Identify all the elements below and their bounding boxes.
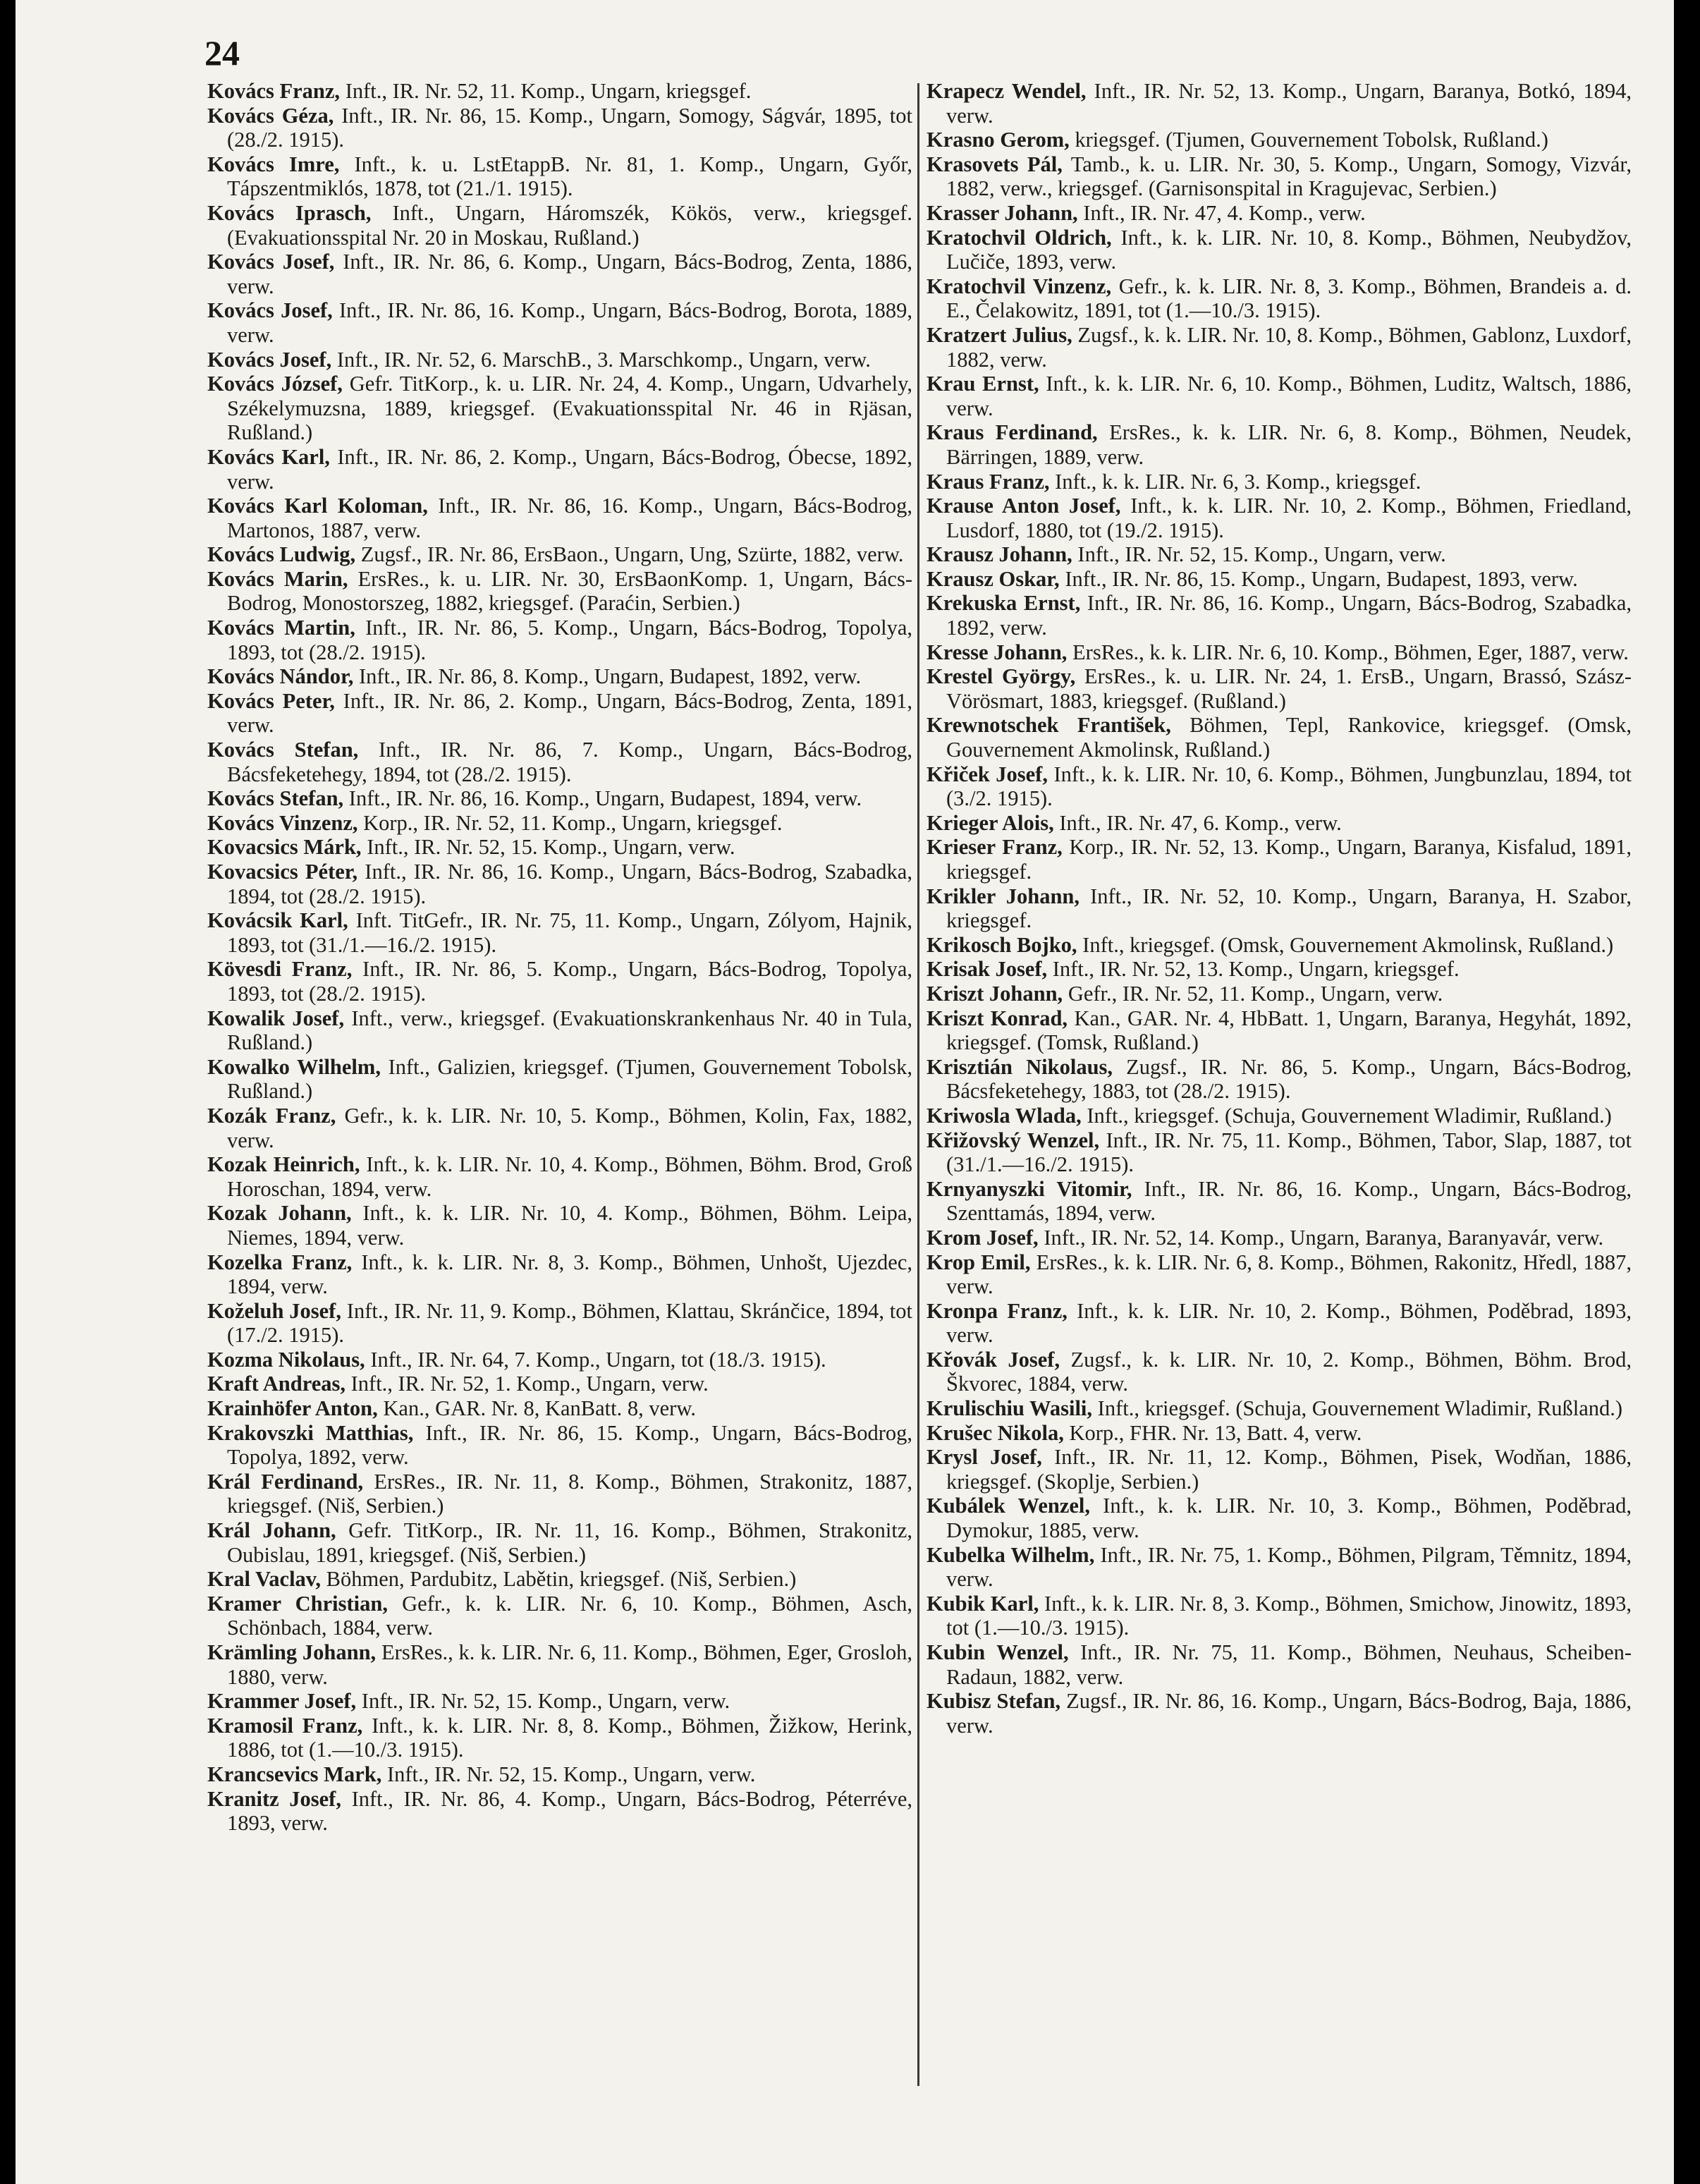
list-entry — [927, 1640, 1632, 1689]
entry-details: Inft., k. k. LIR. Nr. 8, 3. Komp., Böhmen, Smichow, Jinowitz, 1893, tot (1.—10./3. 1915). — [946, 1591, 1632, 1640]
entry-name: Král Ferdinand, — [207, 1469, 364, 1494]
list-entry — [207, 1421, 912, 1470]
entry-name: Kubik Karl, — [927, 1591, 1039, 1616]
entry-name: Kranitz Josef, — [207, 1786, 341, 1811]
list-entry — [207, 1567, 912, 1592]
entry-details: Inft., IR. Nr. 86, 4. Komp., Ungarn, Bács-Bodrog, Péterréve, 1893, verw. — [227, 1786, 912, 1836]
entry-details: ErsRes., k. u. LIR. Nr. 30, ErsBaonKomp. 1, Ungarn, Bács-Bodrog, Monostorszeg, 1882, kriegsgef. (Paraćin, Serbien.) — [227, 566, 912, 616]
entry-name: Kubálek Wenzel, — [927, 1494, 1090, 1518]
entry-details: Inft., IR. Nr. 47, 6. Komp., verw. — [1053, 810, 1342, 835]
entry-details: Inft., IR. Nr. 86, 15. Komp., Ungarn, Budapest, 1893, verw. — [1059, 566, 1578, 591]
entry-name: Kovács Josef, — [207, 298, 333, 323]
list-entry — [207, 152, 912, 201]
entry-details: Zugsf., k. k. LIR. Nr. 10, 2. Komp., Böhmen, Böhm. Brod, Škvorec, 1884, verw. — [946, 1347, 1632, 1396]
entry-name: Kovács Josef, — [207, 250, 335, 274]
list-entry — [927, 982, 1632, 1006]
entry-details: Inft., IR. Nr. 86, 5. Komp., Ungarn, Bács-Bodrog, Topolya, 1893, tot (28./2. 1915). — [227, 957, 912, 1006]
entry-details: Inft., IR. Nr. 52, 6. MarschB., 3. Marschkomp., Ungarn, verw. — [331, 347, 871, 372]
list-entry — [927, 1543, 1632, 1592]
entry-name: Kowalik Josef, — [207, 1006, 345, 1030]
list-entry — [207, 1104, 912, 1152]
entry-details: Böhmen, Pardubitz, Labětin, kriegsgef. (Niš, Serbien.) — [321, 1567, 797, 1592]
entry-details: Inft., k. k. LIR. Nr. 10, 4. Komp., Böhmen, Böhm. Leipa, Niemes, 1894, verw. — [227, 1201, 912, 1250]
entry-details: Inft., Galizien, kriegsgef. (Tjumen, Gouvernement Tobolsk, Rußland.) — [227, 1054, 912, 1104]
list-entry — [927, 470, 1632, 494]
list-entry — [927, 762, 1632, 811]
list-entry — [207, 201, 912, 250]
entry-details: Inft., IR. Nr. 86, 2. Komp., Ungarn, Bács-Bodrog, Zenta, 1891, verw. — [227, 688, 912, 738]
entry-name: Kovácsik Karl, — [207, 908, 348, 933]
entry-name: Krancsevics Mark, — [207, 1762, 382, 1786]
entry-details: Inft., IR. Nr. 86, 16. Komp., Ungarn, Bács-Bodrog, Szenttamás, 1894, verw. — [946, 1176, 1632, 1226]
list-entry — [207, 1348, 912, 1372]
list-entry — [207, 494, 912, 542]
entry-details: Zugsf., k. k. LIR. Nr. 10, 8. Komp., Böhmen, Gablonz, Luxdorf, 1882, verw. — [946, 322, 1632, 372]
entry-details: Inft., IR. Nr. 86, 16. Komp., Ungarn, Bács-Bodrog, Szabadka, 1892, verw. — [946, 591, 1632, 640]
entry-details: Inft., IR. Nr. 52, 15. Komp., Ungarn, verw. — [1072, 542, 1446, 567]
entry-name: Kratochvil Vinzenz, — [927, 274, 1112, 298]
entry-name: Kovács Vinzenz, — [207, 810, 358, 835]
entry-details: Böhmen, Tepl, Rankovice, kriegsgef. (Omsk, Gouvernement Akmolinsk, Rußland.) — [946, 713, 1632, 762]
list-entry — [927, 811, 1632, 836]
list-entry — [207, 738, 912, 786]
entry-details: Inft., IR. Nr. 86, 8. Komp., Ungarn, Budapest, 1892, verw. — [353, 664, 862, 689]
entry-details: Inft., k. k. LIR. Nr. 10, 8. Komp., Böhmen, Neubydžov, Lučiče, 1893, verw. — [946, 225, 1632, 274]
list-entry — [207, 786, 912, 811]
entry-details: Inft., IR. Nr. 86, 16. Komp., Ungarn, Bács-Bodrog, Martonos, 1887, verw. — [227, 494, 912, 542]
entry-name: Kral Vaclav, — [207, 1567, 321, 1592]
entry-details: Gefr. TitKorp., IR. Nr. 11, 16. Komp., Böhmen, Strakonitz, Oubislau, 1891, kriegsgef. (Niš, Serbien.) — [227, 1518, 912, 1567]
list-entry — [207, 1396, 912, 1421]
list-entry — [927, 664, 1632, 713]
entry-name: Krausz Johann, — [927, 542, 1072, 567]
entry-details: Zugsf., IR. Nr. 86, 5. Komp., Ungarn, Bács-Bodrog, Bácsfeketehegy, 1883, tot (28./2. 1915). — [946, 1054, 1632, 1104]
page — [16, 0, 1674, 2184]
entry-name: Kozak Heinrich, — [207, 1152, 360, 1177]
entry-details: Inft., IR. Nr. 52, 13. Komp., Ungarn, Baranya, Botkó, 1894, verw. — [946, 79, 1632, 128]
entry-details: Inft., IR. Nr. 52, 13. Komp., Ungarn, kriegsgef. — [1047, 957, 1460, 982]
entry-name: Krikosch Bojko, — [927, 932, 1077, 957]
entry-name: Kozma Nikolaus, — [207, 1347, 365, 1372]
entry-name: Krop Emil, — [927, 1250, 1031, 1274]
list-entry — [207, 664, 912, 689]
entry-name: Kovács Karl Koloman, — [207, 494, 428, 518]
list-entry — [927, 1494, 1632, 1542]
list-entry — [207, 1762, 912, 1787]
list-entry — [927, 713, 1632, 762]
entry-name: Krammer Josef, — [207, 1689, 357, 1714]
entry-details: ErsRes., k. k. LIR. Nr. 6, 8. Komp., Böhmen, Neudek, Bärringen, 1889, verw. — [946, 420, 1632, 469]
list-entry — [927, 1689, 1632, 1738]
list-entry — [927, 1348, 1632, 1396]
entry-details: Inft., IR. Nr. 86, 16. Komp., Ungarn, Budapest, 1894, verw. — [343, 786, 862, 811]
entry-name: Kovács Ludwig, — [207, 542, 356, 567]
entry-details: Inft., IR. Nr. 52, 1. Komp., Ungarn, verw. — [345, 1372, 709, 1396]
entry-name: Kovács Martin, — [207, 616, 355, 640]
list-entry — [927, 640, 1632, 665]
list-entry — [927, 274, 1632, 323]
entry-name: Kozelka Franz, — [207, 1250, 353, 1274]
entry-details: Kan., GAR. Nr. 8, KanBatt. 8, verw. — [377, 1396, 696, 1421]
list-entry — [207, 1787, 912, 1836]
entry-name: Krasovets Pál, — [927, 152, 1063, 176]
list-entry — [207, 1299, 912, 1348]
entry-name: Krom Josef, — [927, 1225, 1039, 1250]
entry-name: Kriszt Johann, — [927, 981, 1063, 1006]
list-entry — [207, 1470, 912, 1518]
list-entry — [207, 445, 912, 494]
entry-name: Krisztián Nikolaus, — [927, 1054, 1113, 1079]
entry-name: Kovács Nándor, — [207, 664, 354, 689]
entry-name: Kovács Karl, — [207, 444, 330, 469]
list-entry — [207, 1152, 912, 1201]
entry-details: Inft., k. k. LIR. Nr. 8, 8. Komp., Böhmen, Žižkow, Herink, 1886, tot (1.—10./3. 1915). — [227, 1713, 912, 1762]
entry-details: Gefr., k. k. LIR. Nr. 6, 10. Komp., Böhmen, Asch, Schönbach, 1884, verw. — [227, 1591, 912, 1640]
entry-name: Kramosil Franz, — [207, 1713, 363, 1738]
entry-details: Inft., IR. Nr. 11, 9. Komp., Böhmen, Klattau, Skránčice, 1894, tot (17./2. 1915). — [227, 1298, 912, 1348]
list-entry — [207, 616, 912, 664]
entry-name: Kriszt Konrad, — [927, 1006, 1068, 1030]
list-entry — [207, 957, 912, 1006]
entry-name: Kovács Iprasch, — [207, 200, 372, 225]
entry-details: ErsRes., IR. Nr. 11, 8. Komp., Böhmen, Strakonitz, 1887, kriegsgef. (Niš, Serbien.) — [227, 1469, 912, 1518]
list-entry — [927, 1299, 1632, 1348]
entry-name: Krewnotschek František, — [927, 713, 1171, 738]
entry-details: Inft., IR. Nr. 86, 5. Komp., Ungarn, Bács-Bodrog, Topolya, 1893, tot (28./2. 1915). — [227, 616, 912, 664]
entry-name: Kubin Wenzel, — [927, 1640, 1069, 1664]
entry-name: Kovács Josef, — [207, 347, 332, 372]
entry-name: Kovács Franz, — [207, 79, 341, 103]
entry-name: Kövesdi Franz, — [207, 957, 353, 982]
entry-details: Gefr. TitKorp., k. u. LIR. Nr. 24, 4. Komp., Ungarn, Udvarhely, Székelymuzsna, 1889, kriegsgef. (Evakuationsspital Nr. 46 in Rjäsan, Rußland.) — [227, 372, 912, 445]
entry-details: ErsRes., k. k. LIR. Nr. 6, 10. Komp., Böhmen, Eger, 1887, verw. — [1067, 640, 1629, 664]
entry-details: Inft., IR. Nr. 75, 1. Komp., Böhmen, Pilgram, Těmnitz, 1894, verw. — [946, 1542, 1632, 1592]
list-entry — [927, 79, 1632, 128]
right-column — [927, 79, 1632, 2180]
entry-details: Inft., k. k. LIR. Nr. 10, 2. Komp., Böhmen, Friedland, Lusdorf, 1880, tot (19./2. 1915). — [946, 494, 1632, 542]
list-entry — [927, 957, 1632, 982]
list-entry — [207, 1518, 912, 1567]
list-entry — [207, 1250, 912, 1299]
list-entry — [927, 420, 1632, 469]
list-entry — [927, 201, 1632, 226]
entry-details: Inft., Ungarn, Háromszék, Kökös, verw., kriegsgef. (Evakuationsspital Nr. 20 in Moskau, Rußland.) — [227, 200, 912, 250]
list-entry — [207, 1372, 912, 1396]
entry-details: Korp., FHR. Nr. 13, Batt. 4, verw. — [1063, 1420, 1362, 1445]
entry-details: Inft., IR. Nr. 86, 6. Komp., Ungarn, Bács-Bodrog, Zenta, 1886, verw. — [227, 250, 912, 298]
entry-details: Inft., IR. Nr. 52, 15. Komp., Ungarn, verw. — [361, 835, 735, 860]
list-entry — [207, 689, 912, 738]
list-entry — [927, 1396, 1632, 1421]
entry-name: Kraus Franz, — [927, 469, 1050, 494]
entry-name: Kramer Christian, — [207, 1591, 388, 1616]
entry-name: Kriwosla Wlada, — [927, 1103, 1082, 1128]
entry-details: Inft. TitGefr., IR. Nr. 75, 11. Komp., Ungarn, Zólyom, Hajnik, 1893, tot (31./1.—16./2. 1915). — [227, 908, 912, 957]
entry-details: Inft., kriegsgef. (Schuja, Gouvernement Wladimir, Rußland.) — [1081, 1103, 1612, 1128]
list-entry — [927, 835, 1632, 884]
list-entry — [927, 1055, 1632, 1104]
entry-details: Inft., IR. Nr. 52, 15. Komp., Ungarn, verw. — [356, 1689, 730, 1714]
entry-details: Inft., k. k. LIR. Nr. 10, 3. Komp., Böhmen, Poděbrad, Dymokur, 1885, verw. — [946, 1494, 1632, 1543]
entry-name: Kovacsics Márk, — [207, 835, 362, 860]
entry-name: Krestel György, — [927, 664, 1076, 689]
entry-name: Kovács József, — [207, 372, 343, 396]
entry-name: Krisak Josef, — [927, 957, 1048, 982]
entry-details: Inft., IR. Nr. 64, 7. Komp., Ungarn, tot (18./3. 1915). — [365, 1347, 826, 1372]
entry-name: Krasno Gerom, — [927, 128, 1070, 152]
entry-name: Král Johann, — [207, 1518, 336, 1543]
entry-details: Inft., k. u. LstEtappB. Nr. 81, 1. Komp., Ungarn, Győr, Tápszentmiklós, 1878, tot (21./1. 1915). — [227, 152, 912, 201]
entry-name: Krausz Oskar, — [927, 566, 1060, 591]
entry-details: kriegsgef. (Tjumen, Gouvernement Tobolsk, Rußland.) — [1069, 128, 1548, 152]
list-entry — [207, 567, 912, 616]
entry-name: Krieger Alois, — [927, 810, 1054, 835]
list-entry — [207, 860, 912, 908]
entry-name: Krnyanyszki Vitomir, — [927, 1176, 1132, 1201]
entry-name: Kratzert Julius, — [927, 322, 1072, 347]
list-entry — [927, 1006, 1632, 1055]
list-entry — [207, 250, 912, 298]
entry-name: Kratochvil Oldrich, — [927, 225, 1112, 250]
entry-name: Krieser Franz, — [927, 835, 1063, 860]
entry-details: Inft., k. k. LIR. Nr. 10, 2. Komp., Böhmen, Poděbrad, 1893, verw. — [946, 1298, 1632, 1348]
entry-name: Kubelka Wilhelm, — [927, 1542, 1095, 1567]
list-entry — [207, 1592, 912, 1640]
entry-name: Kronpa Franz, — [927, 1298, 1068, 1323]
entry-name: Kresse Johann, — [927, 640, 1068, 664]
entry-name: Krämling Johann, — [207, 1640, 377, 1664]
entry-name: Kowalko Wilhelm, — [207, 1054, 381, 1079]
list-entry — [927, 1177, 1632, 1226]
entry-details: Inft., IR. Nr. 52, 11. Komp., Ungarn, kriegsgef. — [340, 79, 752, 103]
list-entry — [927, 494, 1632, 542]
entry-details: Korp., IR. Nr. 52, 11. Komp., Ungarn, kriegsgef. — [357, 810, 783, 835]
entry-details: Inft., IR. Nr. 86, 16. Komp., Ungarn, Bács-Bodrog, Borota, 1889, verw. — [227, 298, 912, 347]
entry-details: Zugsf., IR. Nr. 86, 16. Komp., Ungarn, Bács-Bodrog, Baja, 1886, verw. — [946, 1689, 1632, 1738]
entry-details: Gefr., k. k. LIR. Nr. 10, 5. Komp., Böhmen, Kolin, Fax, 1882, verw. — [227, 1103, 912, 1152]
entry-details: Inft., IR. Nr. 86, 7. Komp., Ungarn, Bács-Bodrog, Bácsfeketehegy, 1894, tot (28./2. 1915). — [227, 738, 912, 786]
entry-name: Kovács Stefan, — [207, 738, 359, 762]
list-entry — [927, 1445, 1632, 1494]
list-entry — [207, 908, 912, 957]
entry-details: Inft., IR. Nr. 11, 12. Komp., Böhmen, Pisek, Wodňan, 1886, kriegsgef. (Skoplje, Serbien.) — [946, 1445, 1632, 1494]
list-entry — [927, 542, 1632, 567]
entry-details: Tamb., k. u. LIR. Nr. 30, 5. Komp., Ungarn, Somogy, Vizvár, 1882, verw., kriegsgef. (Garnisonspital in Kragujevac, Serbien.) — [946, 152, 1632, 201]
list-entry — [207, 1640, 912, 1689]
entry-name: Krikler Johann, — [927, 884, 1080, 908]
list-entry — [927, 567, 1632, 592]
list-entry — [927, 226, 1632, 274]
list-entry — [927, 1250, 1632, 1299]
entry-name: Kovács Stefan, — [207, 786, 344, 811]
list-entry — [207, 1714, 912, 1762]
list-entry — [927, 591, 1632, 640]
entry-details: Zugsf., IR. Nr. 86, ErsBaon., Ungarn, Ung, Szürte, 1882, verw. — [355, 542, 904, 567]
list-entry — [927, 884, 1632, 933]
entry-name: Krekuska Ernst, — [927, 591, 1081, 616]
list-entry — [207, 1689, 912, 1714]
entry-details: Inft., k. k. LIR. Nr. 6, 3. Komp., kriegsgef. — [1049, 469, 1421, 494]
entry-details: Inft., IR. Nr. 86, 15. Komp., Ungarn, Somogy, Ságvár, 1895, tot (28./2. 1915). — [227, 103, 912, 152]
entry-name: Křovák Josef, — [927, 1347, 1060, 1372]
entry-details: Inft., k. k. LIR. Nr. 6, 10. Komp., Böhmen, Luditz, Waltsch, 1886, verw. — [946, 372, 1632, 420]
list-entry — [207, 835, 912, 860]
entry-name: Kubisz Stefan, — [927, 1689, 1061, 1714]
entry-name: Kovacsics Péter, — [207, 860, 358, 884]
list-entry — [927, 1128, 1632, 1177]
entry-name: Kovács Géza, — [207, 103, 334, 128]
entry-details: Inft., IR. Nr. 86, 16. Komp., Ungarn, Bács-Bodrog, Szabadka, 1894, tot (28./2. 1915). — [227, 860, 912, 908]
entry-name: Krapecz Wendel, — [927, 79, 1087, 103]
entry-name: Krušec Nikola, — [927, 1420, 1064, 1445]
entry-details: Inft., IR. Nr. 86, 2. Komp., Ungarn, Bács-Bodrog, Óbecse, 1892, verw. — [227, 444, 912, 494]
entry-details: Inft., k. k. LIR. Nr. 10, 6. Komp., Böhmen, Jungbunzlau, 1894, tot (3./2. 1915). — [946, 762, 1632, 811]
entry-details: Inft., IR. Nr. 52, 15. Komp., Ungarn, verw. — [381, 1762, 756, 1786]
entry-details: Inft., kriegsgef. (Omsk, Gouvernement Akmolinsk, Rußland.) — [1077, 932, 1614, 957]
entry-name: Krause Anton Josef, — [927, 494, 1121, 518]
entry-details: Inft., IR. Nr. 52, 14. Komp., Ungarn, Baranya, Baranyavár, verw. — [1038, 1225, 1604, 1250]
list-entry — [927, 1104, 1632, 1128]
entry-details: Inft., IR. Nr. 52, 10. Komp., Ungarn, Baranya, H. Szabor, kriegsgef. — [946, 884, 1632, 933]
entry-name: Kovács Peter, — [207, 688, 335, 713]
left-column — [207, 79, 912, 2180]
list-entry — [927, 1421, 1632, 1446]
entry-name: Krysl Josef, — [927, 1445, 1042, 1470]
entry-details: Inft., k. k. LIR. Nr. 8, 3. Komp., Böhmen, Unhošt, Ujezdec, 1894, verw. — [227, 1250, 912, 1299]
entry-name: Kraus Ferdinand, — [927, 420, 1098, 445]
entry-name: Koželuh Josef, — [207, 1298, 341, 1323]
list-entry — [927, 1592, 1632, 1640]
list-entry — [207, 811, 912, 836]
list-entry — [207, 542, 912, 567]
entry-details: Inft., IR. Nr. 75, 11. Komp., Böhmen, Tabor, Slap, 1887, tot (31./1.—16./2. 1915). — [946, 1128, 1632, 1177]
entry-name: Kovács Imre, — [207, 152, 340, 176]
list-entry — [207, 348, 912, 372]
entry-name: Kozák Franz, — [207, 1103, 336, 1128]
entry-details: ErsRes., k. k. LIR. Nr. 6, 8. Komp., Böhmen, Rakonitz, Hředl, 1887, verw. — [946, 1250, 1632, 1299]
list-entry — [207, 79, 912, 104]
entry-details: Inft., k. k. LIR. Nr. 10, 4. Komp., Böhmen, Böhm. Brod, Groß Horoschan, 1894, verw. — [227, 1152, 912, 1201]
entry-name: Krau Ernst, — [927, 372, 1039, 396]
list-entry — [207, 1201, 912, 1250]
entry-details: Inft., IR. Nr. 47, 4. Komp., verw. — [1077, 200, 1366, 225]
entry-details: ErsRes., k. u. LIR. Nr. 24, 1. ErsB., Ungarn, Brassó, Szász-Vörösmart, 1883, kriegsgef. (Rußland.) — [946, 664, 1632, 713]
entry-name: Krulischiu Wasili, — [927, 1396, 1093, 1421]
entry-name: Kozak Johann, — [207, 1201, 352, 1226]
entry-details: ErsRes., k. k. LIR. Nr. 6, 11. Komp., Böhmen, Eger, Grosloh, 1880, verw. — [227, 1640, 912, 1689]
entry-name: Krakovszki Matthias, — [207, 1420, 414, 1445]
column-divider — [917, 83, 919, 2086]
list-entry — [927, 933, 1632, 958]
entry-name: Krasser Johann, — [927, 200, 1078, 225]
entry-name: Kovács Marin, — [207, 566, 348, 591]
list-entry — [927, 372, 1632, 420]
entry-name: Křižovský Wenzel, — [927, 1128, 1100, 1152]
list-entry — [207, 1055, 912, 1104]
entry-details: Gefr., IR. Nr. 52, 11. Komp., Ungarn, verw. — [1063, 981, 1443, 1006]
page-number: 24 — [204, 33, 240, 73]
entry-details: Inft., verw., kriegsgef. (Evakuationskrankenhaus Nr. 40 in Tula, Rußland.) — [227, 1006, 912, 1055]
entry-details: Kan., GAR. Nr. 4, HbBatt. 1, Ungarn, Baranya, Hegyhát, 1892, kriegsgef. (Tomsk, Rußland.) — [946, 1006, 1632, 1055]
list-entry — [207, 1006, 912, 1055]
list-entry — [207, 104, 912, 152]
list-entry — [927, 323, 1632, 372]
entry-name: Kraft Andreas, — [207, 1372, 345, 1396]
entry-details: Korp., IR. Nr. 52, 13. Komp., Ungarn, Baranya, Kisfalud, 1891, kriegsgef. — [946, 835, 1632, 884]
entry-details: Inft., kriegsgef. (Schuja, Gouvernement Wladimir, Rußland.) — [1092, 1396, 1623, 1421]
entry-details: Inft., IR. Nr. 75, 11. Komp., Böhmen, Neuhaus, Scheiben-Radaun, 1882, verw. — [946, 1640, 1632, 1689]
list-entry — [927, 128, 1632, 152]
list-entry — [927, 152, 1632, 201]
list-entry — [207, 372, 912, 445]
list-entry — [927, 1226, 1632, 1250]
entry-name: Křiček Josef, — [927, 762, 1048, 786]
entry-details: Inft., IR. Nr. 86, 15. Komp., Ungarn, Bács-Bodrog, Topolya, 1892, verw. — [227, 1420, 912, 1470]
entry-details: Gefr., k. k. LIR. Nr. 8, 3. Komp., Böhmen, Brandeis a. d. E., Čelakowitz, 1891, tot (1.—10./3. 1915). — [946, 274, 1632, 323]
list-entry — [207, 298, 912, 347]
entry-name: Krainhöfer Anton, — [207, 1396, 378, 1421]
